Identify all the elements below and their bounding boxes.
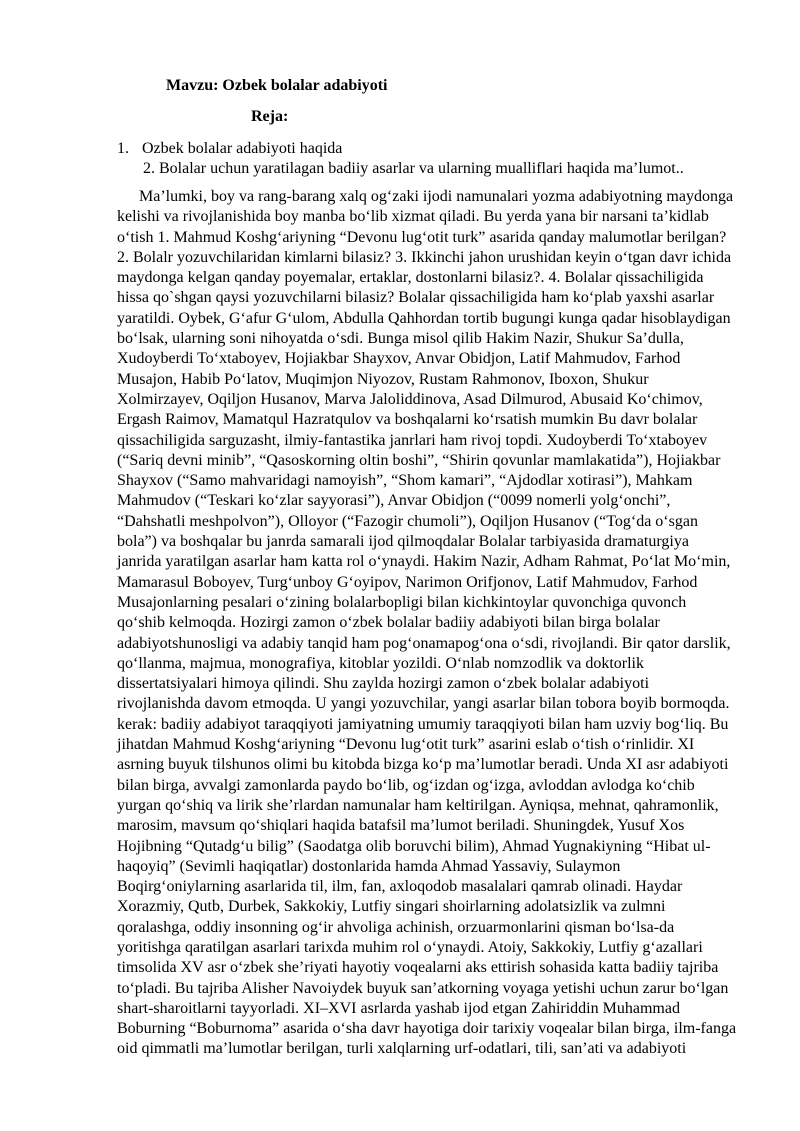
body-line: Xolmirzayev, Oqiljon Husanov, Marva Jaloliddinova, Asad Dilmurod, Abusaid Ko‘chimov, [117,390,703,408]
body-line: kelishi va rivojlanishida boy manba bo‘lib xizmat qiladi. Bu yerda yana bir narsani ta’kidlab [117,208,709,226]
body-line: Shayxov (“Samo mahvaridagi namoyish”, “Shom kamari”, “Ajdodlar xotirasi”), Mahkam [117,472,693,490]
body-line: asrning buyuk tilshunos olimi bu kitobda bizga ko‘p ma’lumotlar beradi. Unda XI asr adabiyoti [117,756,729,774]
plan-item-text: 2. Bolalar uchun yaratilagan badiiy asarlar va ularning mualliflari haqida ma’lumot.. [143,160,684,177]
plan-item [143,159,684,179]
body-line: yurgan qo‘shiq va lirik she’rlardan namunalar ham keltirilgan. Ayniqsa, mehnat, qahramonlik, [117,796,719,814]
body-line: oid qimmatli ma’lumotlar berilgan, turli xalqlarning urf-odatlari, tili, san’ati va adabiyoti [117,1040,687,1058]
body-line: yaratildi. Oybek, G‘afur G‘ulom, Abdulla Qahhordan tortib bugungi kunga qadar hisoblaydigan [117,309,731,327]
body-line: 2. Bolalr yozuvchilaridan kimlarni bilasiz? 3. Ikkinchi jahon urushidan keyin o‘tgan davr ichida [117,248,732,266]
body-line: qo‘shib kelmoqda. Hozirgi zamon o‘zbek bolalar badiiy adabiyoti bilan birga bolalar [117,614,660,632]
body-line: Ergash Raimov, Mamatqul Hazratqulov va boshqalarni ko‘rsatish mumkin Bu davr bolalar [117,411,698,429]
body-line: jihatdan Mahmud Koshg‘ariyning “Devonu lug‘otit turk” asarini eslab o‘tish o‘rinlidir. XI [117,736,695,754]
body-line: (“Sariq devni minib”, “Qasoskorning oltin boshi”, “Shirin qovunlar mamlakatida”), Hojiakbar [117,451,721,469]
body-line: Boburning “Boburnoma” asarida o‘sha davr hayotiga doir tarixiy voqealar bilan birga, ilm-fanga [117,1020,737,1038]
body-line: Mahmudov (“Teskari ko‘zlar sayyorasi”), Anvar Obidjon (“0099 nomerli yolg‘onchi”, [117,492,671,510]
body-line: Ma’lumki, boy va rang-barang xalq og‘zaki ijodi namunalari yozma adabiyotning maydonga [139,188,734,205]
body-line: marosim, mavsum qo‘shiqlari haqida batafsil ma’lumot beriladi. Shuningdek, Yusuf Xos [117,817,685,835]
body-line: Musajon, Habib Po‘latov, Muqimjon Niyozov, Rustam Rahmonov, Iboxon, Shukur [117,370,649,388]
body-line: bo‘lsak, ularning soni nihoyatda o‘sdi. Bunga misol qilib Hakim Nazir, Shukur Sa’dulla, [117,330,684,348]
body-line: yoritishga qaratilgan asarlari tarixda muhim rol o‘ynaydi. Atoiy, Sakkokiy, Lutfiy g‘azallari [117,938,703,956]
plan-item [117,139,342,159]
body-line: rivojlanishda davom etmoqda. U yangi yozuvchilar, yangi asarlar bilan tobora boyib bormoqda. [117,695,730,713]
body-line: qo‘llanma, majmua, monografiya, kitoblar yozildi. O‘nlab nomzodlik va doktorlik [117,654,644,672]
body-line: timsolida XV asr o‘zbek she’riyati hayotiy voqealarni aks ettirish sohasida katta badiiy tajriba [117,959,719,977]
body-paragraph [117,187,747,1060]
document-title: Mavzu: Ozbek bolalar adabiyoti [166,77,388,94]
body-line: Xorazmiy, Qutb, Durbek, Sakkokiy, Lutfiy singari shoirlarning adolatsizlik va zulmni [117,898,666,916]
body-line: Musajonlarning pesalari o‘zining bolalarbopligi bilan kichkintoylar quvonchiga quvonch [117,593,687,611]
body-line: Boqirg‘oniylarning asarlarida til, ilm, fan, axloqodob masalalari qamrab olinadi. Haydar [117,878,683,896]
body-line: qissachiligida sarguzasht, ilmiy-fantastika janrlari ham rivoj topdi. Xudoyberdi To‘xtaboyev [117,431,708,449]
body-line: maydonga kelgan qanday poyemalar, ertaklar, dostonlarni bilasiz?. 4. Bolalar qissachiligida [117,269,704,287]
body-line: adabiyotshunosligi va adabiy tanqid ham pog‘onamapog‘ona o‘sdi, rivojlandi. Bir qator darslik, [117,634,731,652]
body-line: Hojibning “Qutadg‘u bilig” (Saodatga olib boruvchi bilim), Ahmad Yugnakiyning “Hibat ul- [117,837,711,855]
body-line: shart-sharoitlarni tayyorladi. XI–XVI asrlarda yashab ijod etgan Zahiriddin Muhammad [117,999,680,1017]
plan-item-number: 1. [117,140,129,157]
body-line: “Dahshatli meshpolvon”), Olloyor (“Fazogir chumoli”), Oqiljon Husanov (“Tog‘da o‘sgan [117,512,698,530]
plan-heading: Reja: [251,108,289,125]
body-line: haqoyiq” (Sevimli haqiqatlar) dostonlarida hamda Ahmad Yassaviy, Sulaymon [117,857,621,875]
body-line: qoralashga, oddiy insonning og‘ir ahvoliga achinish, orzuarmonlarini qisman bo‘lsa-da [117,918,675,936]
body-line: dissertatsiyalari himoya qilindi. Shu zaylda hozirgi zamon o‘zbek bolalar adabiyoti [117,675,650,693]
body-line: bola”) va boshqalar bu janrda samarali ijod qilmoqdalar Bolalar tarbiyasida dramaturgiya [117,533,689,551]
body-line: kerak: badiiy adabiyot taraqqiyoti jamiyatning umumiy taraqqiyoti bilan ham uzviy bog‘liq. Bu [117,715,729,733]
plan-item-text: Ozbek bolalar adabiyoti haqida [142,140,343,157]
body-line: Xudoyberdi To‘xtaboyev, Hojiakbar Shayxov, Anvar Obidjon, Latif Mahmudov, Farhod [117,350,681,368]
body-line: hissa qo`shgan qaysi yozuvchilarni bilasiz? Bolalar qissachiligida ham ko‘plab yaxshi asarlar [117,289,715,307]
body-line: janrida yaratilgan asarlar ham katta rol o‘ynaydi. Hakim Nazir, Adham Rahmat, Po‘lat Mo‘min, [117,553,731,571]
body-line: Mamarasul Boboyev, Turg‘unboy G‘oyipov, Narimon Orifjonov, Latif Mahmudov, Farhod [117,573,698,591]
body-line: to‘pladi. Bu tajriba Alisher Navoiydek buyuk san’atkorning voyaga yetishi uchun zarur bo‘lgan [117,979,729,997]
body-line: o‘tish 1. Mahmud Koshg‘ariyning “Devonu lug‘otit turk” asarida qanday malumotlar berilgan? [117,228,727,246]
body-line: bilan birga, avvalgi zamonlarda paydo bo‘lib, og‘izdan og‘izga, avloddan avlodga ko‘chib [117,776,695,794]
